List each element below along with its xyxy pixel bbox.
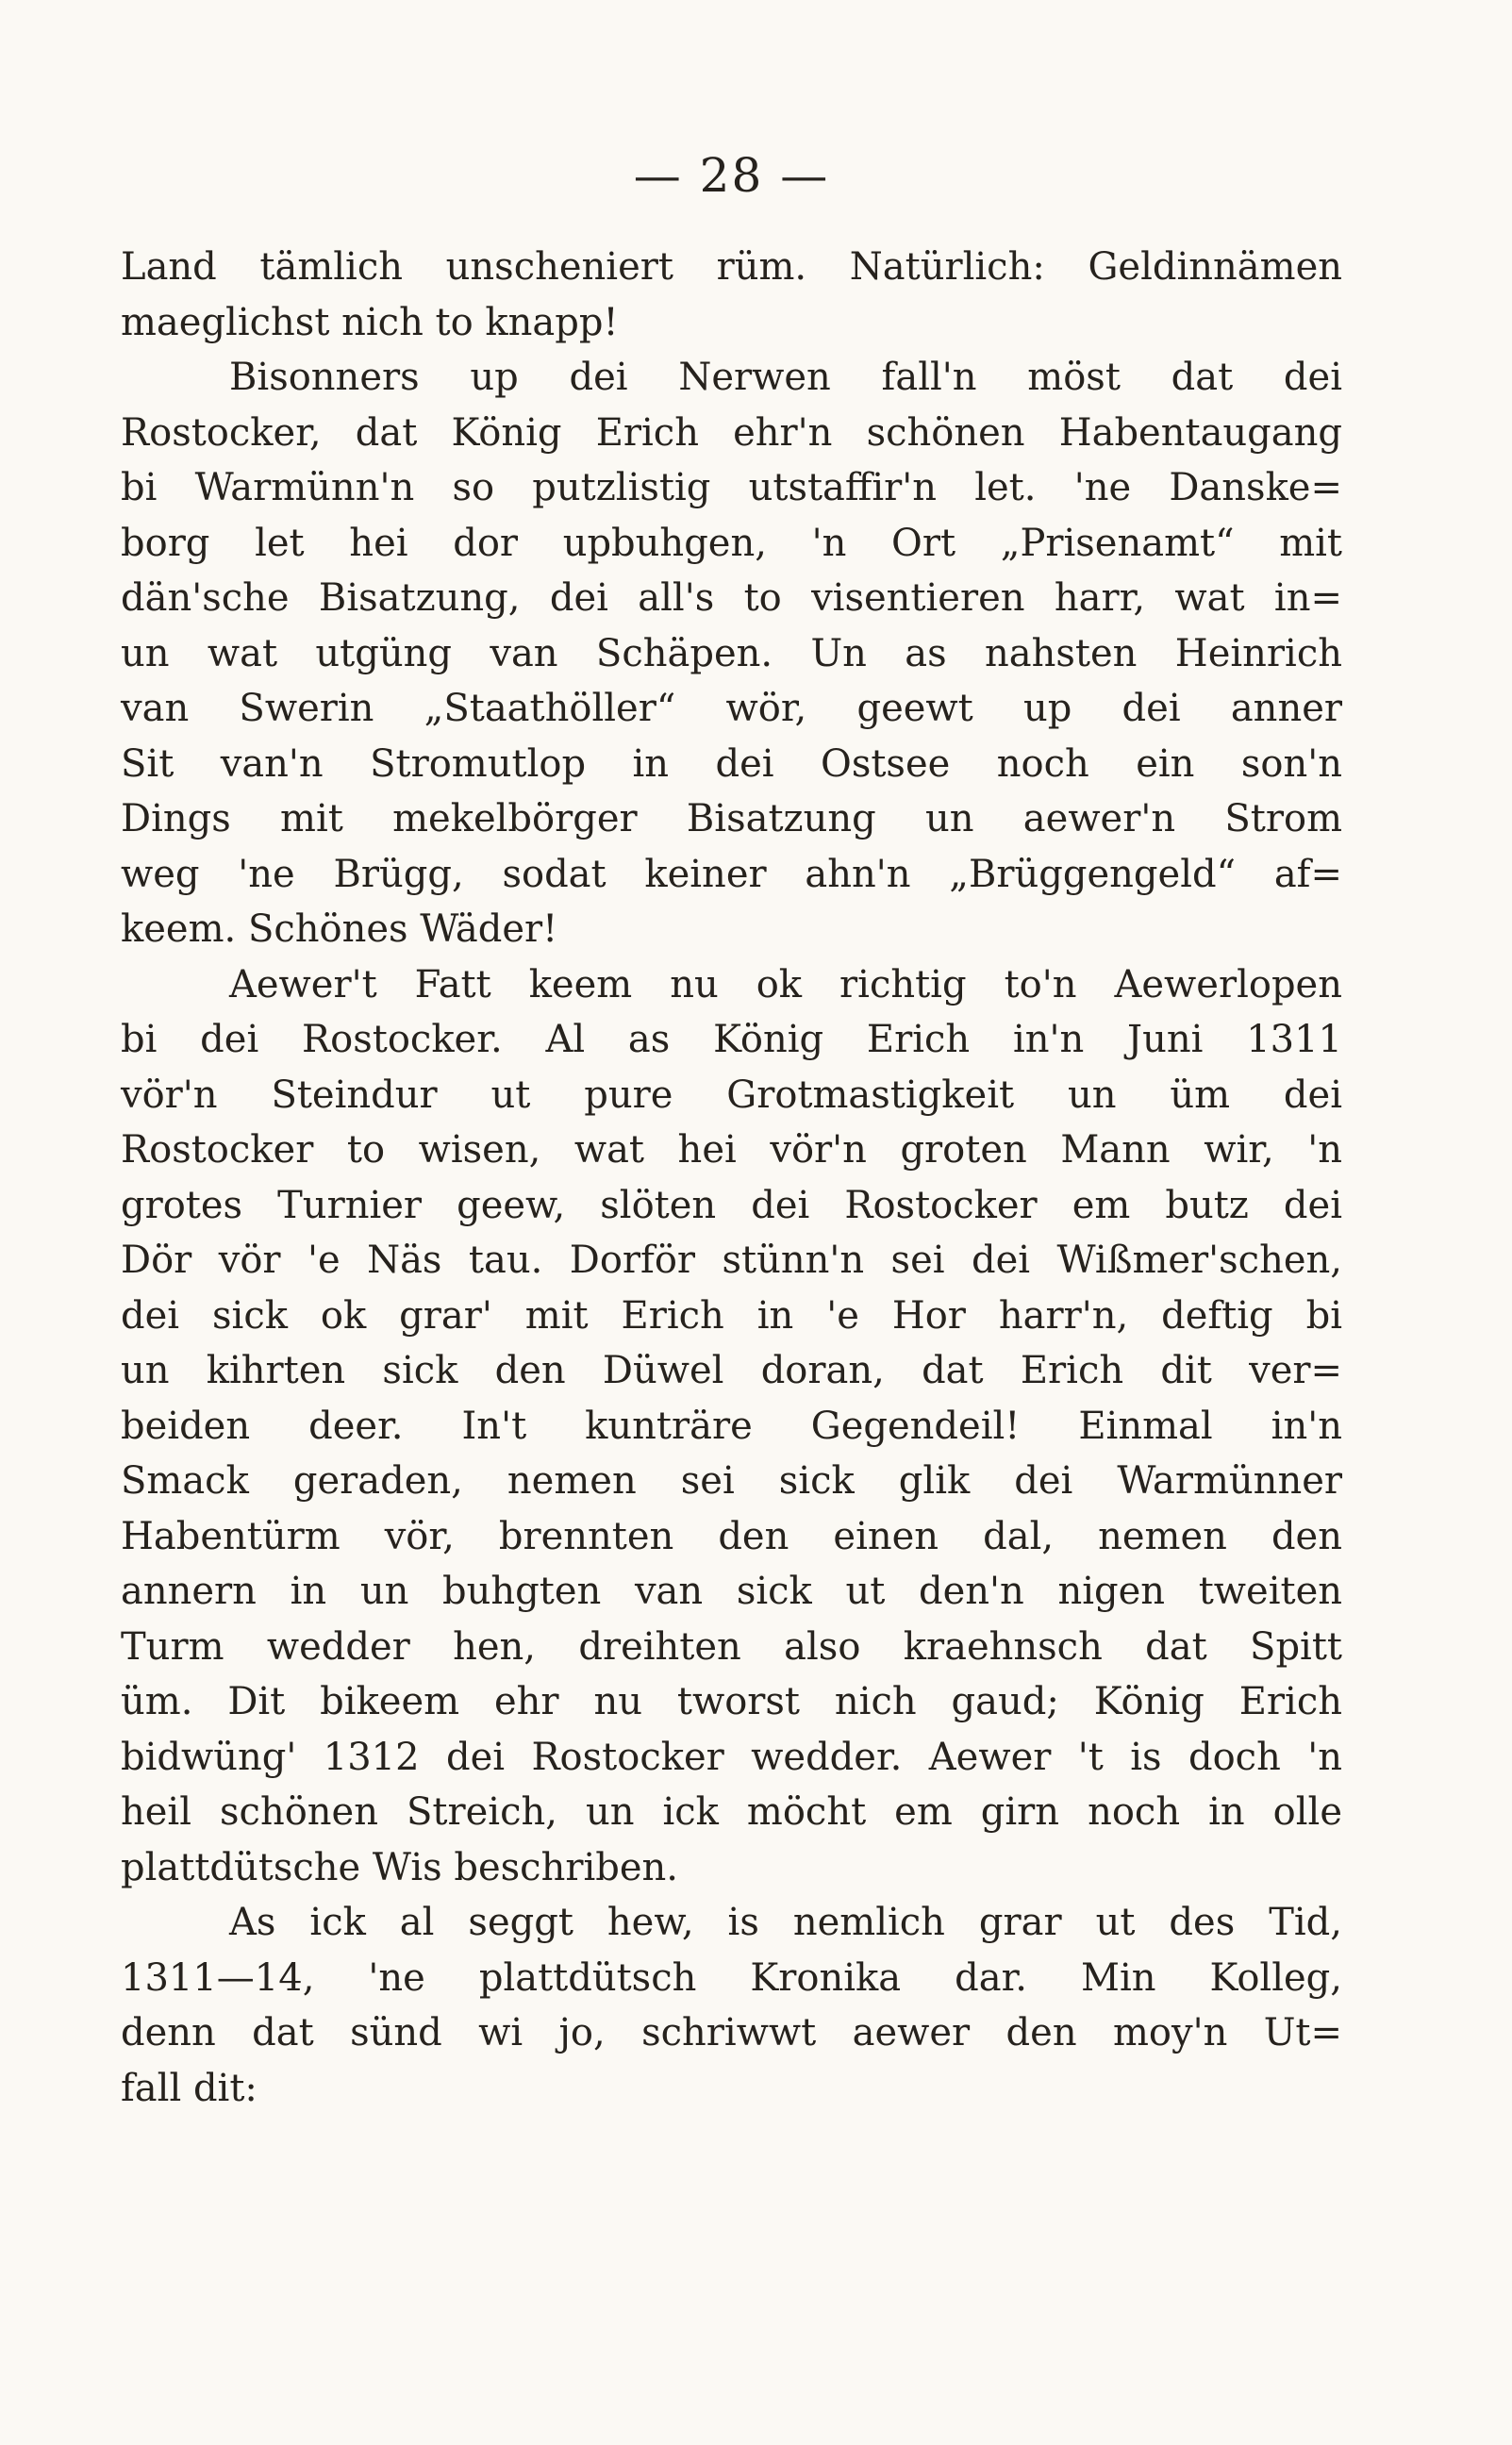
page-text (121, 240, 1342, 2116)
paragraph (121, 350, 1342, 957)
text-line: As ick al seggt hew, is nemlich grar ut des Tid, (229, 1901, 1342, 1944)
text-line: heil schönen Streich, un ick möcht em girn noch in olle (121, 1790, 1342, 1834)
text-line: üm. Dit bikeem ehr nu tworst nich gaud; König Erich (121, 1680, 1342, 1723)
text-line: plattdütsche Wis beschriben. (121, 1845, 678, 1889)
text-line: Dings mit mekelbörger Bisatzung un aewer'n Strom (121, 797, 1342, 840)
text-line: keem. Schönes Wäder! (121, 907, 558, 951)
text-line: annern in un buhgten van sick ut den'n nigen tweiten (121, 1570, 1342, 1613)
text-line: denn dat sünd wi jo, schriwwt aewer den moy'n Ut= (121, 2011, 1342, 2054)
text-line: vör'n Steindur ut pure Grotmastigkeit un üm dei (121, 1073, 1342, 1117)
text-line: maeglichst nich to knapp! (121, 300, 619, 344)
text-line: Rostocker, dat König Erich ehr'n schönen Habentaugang (121, 410, 1342, 455)
text-line: Land tämlich unscheniert rüm. Natürlich: Geldinnämen (121, 245, 1342, 289)
text-line: Rostocker to wisen, wat hei vör'n groten Mann wir, 'n (121, 1128, 1342, 1172)
text-line: fall dit: (121, 2066, 258, 2110)
text-line: Sit van'n Stromutlop in dei Ostsee noch ein son'n (121, 741, 1342, 786)
text-line: weg 'ne Brügg, sodat keiner ahn'n „Brüggengeld“ af= (121, 852, 1342, 896)
text-line: grotes Turnier geew, slöten dei Rostocker em butz dei (121, 1183, 1342, 1227)
text-line: Habentürm vör, brennten den einen dal, nemen den (121, 1514, 1342, 1558)
text-line: un wat utgüng van Schäpen. Un as nahsten Heinrich (121, 631, 1342, 675)
paragraph (121, 240, 1342, 350)
text-line: bi dei Rostocker. Al as König Erich in'n Juni 1311 (121, 1018, 1342, 1061)
text-line: Dör vör 'e Näs tau. Dorför stünn'n sei dei Wißmer'schen, (121, 1239, 1342, 1282)
text-line: Bisonners up dei Nerwen fall'n möst dat dei (229, 356, 1342, 399)
text-line: un kihrten sick den Düwel doran, dat Erich dit ver= (121, 1349, 1342, 1392)
paragraph (121, 1895, 1342, 2116)
text-line: 1311—14, 'ne plattdütsch Kronika dar. Min Kolleg, (121, 1955, 1342, 2000)
text-line: borg let hei dor upbuhgen, 'n Ort „Prisenamt“ mit (121, 521, 1342, 565)
text-line: beiden deer. In't kunträre Gegendeil! Einmal in'n (121, 1404, 1342, 1448)
text-line: Aewer't Fatt keem nu ok richtig to'n Aewerlopen (229, 962, 1342, 1006)
text-line: bidwüng' 1312 dei Rostocker wedder. Aewer 't is doch 'n (121, 1735, 1342, 1779)
text-line: dän'sche Bisatzung, dei all's to visentieren harr, wat in= (121, 576, 1342, 620)
page-number: — 28 — (633, 148, 830, 203)
text-line: Smack geraden, nemen sei sick glik dei Warmünner (121, 1459, 1342, 1503)
paragraph (121, 957, 1342, 1896)
text-line: bi Warmünn'n so putzlistig utstaffir'n let. 'ne Danske= (121, 466, 1342, 509)
text-line: Turm wedder hen, dreihten also kraehnsch dat Spitt (121, 1624, 1342, 1669)
text-line: van Swerin „Staathöller“ wör, geewt up dei anner (121, 687, 1342, 730)
text-line: dei sick ok grar' mit Erich in 'e Hor harr'n, deftig bi (121, 1293, 1342, 1338)
